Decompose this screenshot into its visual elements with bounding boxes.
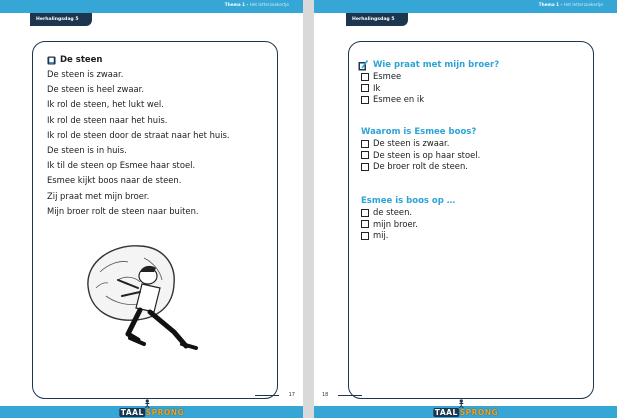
question-title: Esmee is boos op … (361, 196, 456, 206)
book-icon (47, 56, 56, 65)
page-number-rule (255, 395, 279, 396)
checkbox[interactable] (361, 96, 369, 104)
lesson-tab: Herhalingsdag 5 (346, 13, 408, 26)
answer-option[interactable]: mij. (361, 230, 455, 242)
answer-option[interactable]: De steen is zwaar. (361, 138, 480, 150)
story-line: Ik rol de steen naar het huis. (47, 114, 168, 125)
answer-option[interactable]: Ik (361, 83, 499, 95)
left-page (0, 0, 303, 418)
checkbox[interactable] (361, 232, 369, 240)
theme-label: Thema 1 - Het letterzoekertje (538, 2, 603, 7)
story-line: Zij praat met mijn broer. (47, 190, 150, 201)
story-line: De steen is in huis. (47, 145, 127, 156)
answer-options (361, 71, 499, 106)
boy-pushing-stone-illustration (78, 236, 218, 366)
story-line: De steen is zwaar. (47, 69, 124, 79)
header-bar (0, 0, 303, 13)
answer-option[interactable]: de steen. (361, 207, 455, 219)
taalsprong-logo: TAAL SPRONG (433, 408, 498, 417)
story-text (47, 67, 230, 219)
answer-option[interactable]: De broer rolt de steen. (361, 161, 480, 173)
answer-options (361, 138, 480, 173)
question-block-2 (361, 126, 480, 173)
footer-bar (0, 406, 303, 418)
page-number: 18 (322, 392, 329, 398)
question-title: Wie praat met mijn broer? (361, 59, 499, 71)
checkbox[interactable] (361, 73, 369, 81)
taalsprong-logo: TAAL SPRONG (119, 408, 184, 417)
logo-figure-icon (457, 399, 465, 408)
page-number: 17 (288, 392, 295, 398)
header-bar (314, 0, 617, 13)
lesson-tab: Herhalingsdag 5 (30, 13, 92, 26)
question-title: Waarom is Esmee boos? (361, 127, 477, 137)
checkbox[interactable] (361, 151, 369, 159)
story-line: Ik rol de steen, het lukt wel. (47, 99, 164, 110)
question-block-1 (361, 59, 499, 106)
answer-option[interactable]: mijn broer. (361, 219, 455, 231)
checkbox[interactable] (361, 140, 369, 148)
answer-option[interactable]: Esmee (361, 71, 499, 83)
story-line: Ik til de steen op Esmee haar stoel. (47, 160, 196, 171)
theme-label: Thema 1 - Het letterzoekertje (224, 2, 289, 7)
page-number-rule (338, 395, 362, 396)
story-line: Esmee kijkt boos naar de steen. (47, 175, 182, 186)
checkbox[interactable] (361, 84, 369, 92)
story-title: De steen (47, 55, 102, 65)
checkbox[interactable] (361, 220, 369, 228)
answer-option[interactable]: Esmee en ik (361, 94, 499, 106)
answer-options (361, 207, 455, 242)
story-line: Ik rol de steen door de straat naar het huis. (47, 129, 230, 140)
checkbox[interactable] (361, 163, 369, 171)
pencil-icon (358, 60, 368, 71)
question-block-3 (361, 195, 455, 242)
footer-bar (314, 406, 617, 418)
checkbox[interactable] (361, 209, 369, 217)
answer-option[interactable]: De steen is op haar stoel. (361, 150, 480, 162)
story-line: De steen is heel zwaar. (47, 84, 144, 95)
story-line: Mijn broer rolt de steen naar buiten. (47, 205, 199, 216)
logo-figure-icon (143, 399, 151, 408)
